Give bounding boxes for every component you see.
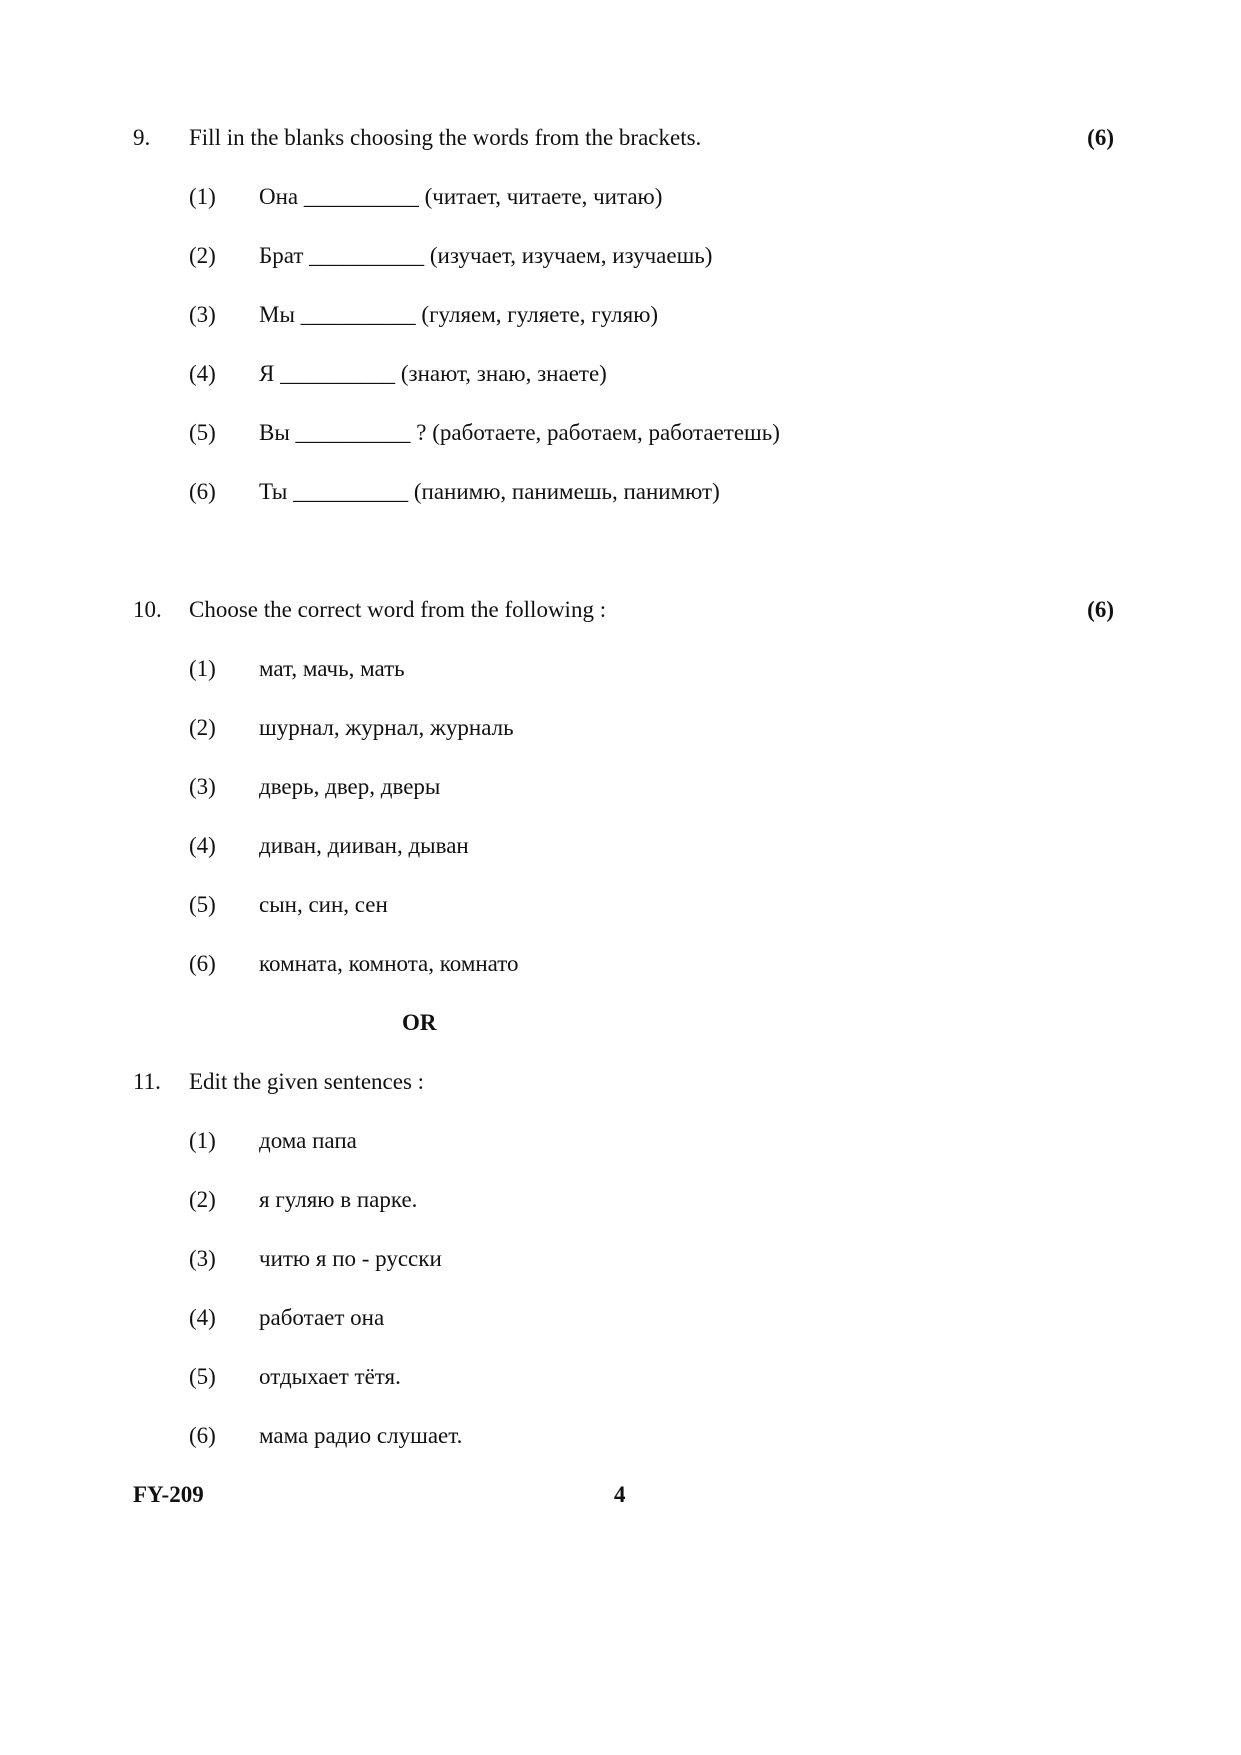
- q9-item-3-text: Мы __________ (гуляем, гуляете, гуляю): [259, 302, 659, 327]
- q10-item-4-text: диван, дииван, дыван: [259, 833, 469, 858]
- q9-item-6-text: Ты __________ (панимю, панимешь, панимют): [259, 479, 720, 504]
- q11-item-1-text: дома папа: [259, 1128, 357, 1153]
- q10-item-4-number: (4): [189, 833, 216, 858]
- q11-item-6-text: мама радио слушает.: [259, 1423, 463, 1448]
- q9-item-2-number: (2): [189, 243, 216, 268]
- q9-item-2-text: Брат __________ (изучает, изучаем, изучаешь): [259, 243, 713, 268]
- q10-item-2-text: шурнал, журнал, журналь: [259, 715, 514, 740]
- question-10-marks: (6): [1087, 597, 1114, 622]
- q9-item-3-number: (3): [189, 302, 216, 327]
- question-9-marks: (6): [1087, 125, 1114, 150]
- q11-item-1-number: (1): [189, 1128, 216, 1153]
- question-9-prompt: Fill in the blanks choosing the words from the brackets.: [189, 125, 702, 150]
- footer-paper-code: FY-209: [133, 1482, 204, 1507]
- question-9-number: 9.: [133, 125, 151, 150]
- q11-item-5-text: отдыхает тётя.: [259, 1364, 401, 1389]
- question-10-prompt: Choose the correct word from the following :: [189, 597, 607, 622]
- question-10-number: 10.: [133, 597, 162, 622]
- q10-item-5-text: сын, син, сен: [259, 892, 388, 917]
- q11-item-2-number: (2): [189, 1187, 216, 1212]
- q9-item-1-text: Она __________ (читает, читаете, читаю): [259, 184, 663, 209]
- q11-item-3-text: читю я по - русски: [259, 1246, 442, 1271]
- q11-item-2-text: я гуляю в парке.: [259, 1187, 418, 1212]
- q9-item-5-text: Вы __________ ? (работаете, работаем, работаетешь): [259, 420, 780, 445]
- q10-item-3-number: (3): [189, 774, 216, 799]
- q10-item-1-text: мат, мачь, мать: [259, 656, 405, 681]
- q10-item-3-text: дверь, двер, дверы: [259, 774, 441, 799]
- q10-item-2-number: (2): [189, 715, 216, 740]
- q10-item-6-number: (6): [189, 951, 216, 976]
- q9-item-5-number: (5): [189, 420, 216, 445]
- footer-page-number: 4: [614, 1482, 626, 1507]
- or-divider: OR: [402, 1010, 437, 1035]
- q11-item-5-number: (5): [189, 1364, 216, 1389]
- q11-item-4-number: (4): [189, 1305, 216, 1330]
- question-11-number: 11.: [133, 1069, 161, 1094]
- q9-item-1-number: (1): [189, 184, 216, 209]
- question-11-prompt: Edit the given sentences :: [189, 1069, 425, 1094]
- q9-item-4-text: Я __________ (знают, знаю, знаете): [259, 361, 607, 386]
- q9-item-4-number: (4): [189, 361, 216, 386]
- q11-item-4-text: работает она: [259, 1305, 385, 1330]
- q10-item-5-number: (5): [189, 892, 216, 917]
- q9-item-6-number: (6): [189, 479, 216, 504]
- q11-item-6-number: (6): [189, 1423, 216, 1448]
- q10-item-6-text: комната, комнота, комнато: [259, 951, 519, 976]
- q11-item-3-number: (3): [189, 1246, 216, 1271]
- q10-item-1-number: (1): [189, 656, 216, 681]
